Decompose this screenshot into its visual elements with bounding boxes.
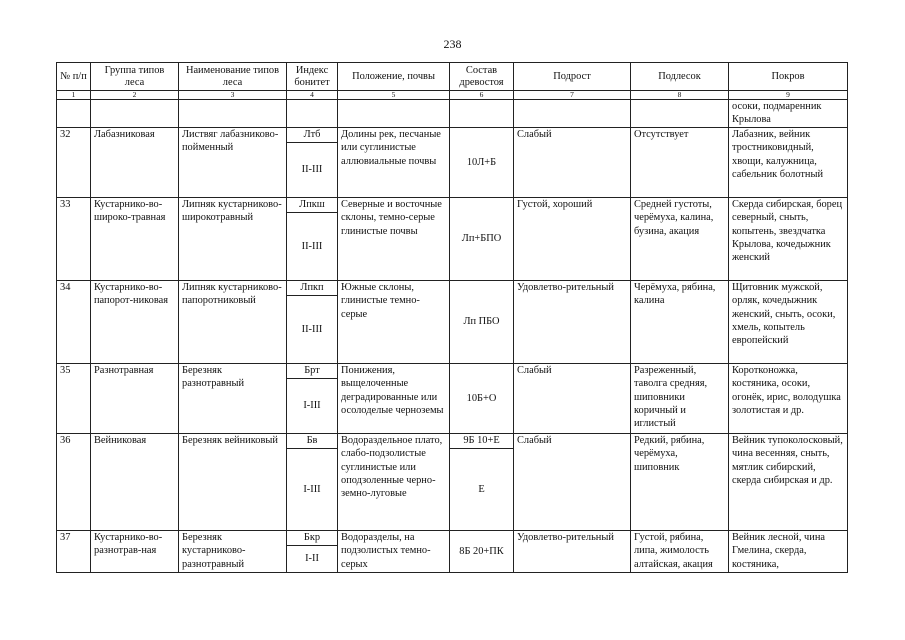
cell-index: Бв	[287, 433, 338, 448]
cell-cover: Щитовник мужской, орляк, кочедыжник женский, сныть, осоки, хмель, копытель европейский	[729, 280, 848, 363]
cell-bonitet: I-III	[287, 378, 338, 433]
cell-group: Кустарнико-во-папорот-никовая	[91, 280, 179, 363]
cell-composition: 10Л+Б	[450, 127, 514, 197]
cell-cover: Лабазник, вейник тростниковидный, хвощи, калужница, сабельник болотный	[729, 127, 848, 197]
cell-index: Лпкп	[287, 280, 338, 295]
cell-undergrowth: Густой, рябина, липа, жимолость алтайская, акация	[631, 530, 729, 572]
cell-position: Северные и восточные склоны, темно-серые глинистые почвы	[338, 197, 450, 280]
table-row	[57, 363, 848, 378]
cell-position: Понижения, выщелоченные деградированные или осолоделые черноземы	[338, 363, 450, 433]
cell-regrowth: Удовлетво-рительный	[514, 530, 631, 572]
table-row	[57, 127, 848, 142]
table-row	[57, 530, 848, 545]
cell-cover: Коротконожка, костяника, осоки, огонёк, ирис, володушка золотистая и др.	[729, 363, 848, 433]
cell-cover: Вейник лесной, чина Гмелина, скерда, костяника,	[729, 530, 848, 572]
continued-row	[57, 100, 848, 128]
column-number-row	[57, 91, 848, 100]
cell-name: Липняк кустарниково-широкотравный	[179, 197, 287, 280]
cell-cover: осоки, подмаренник Крылова	[729, 100, 848, 128]
cell-group: Кустарнико-во-широко-травная	[91, 197, 179, 280]
cell-num: 37	[57, 530, 91, 572]
cell-num: 34	[57, 280, 91, 363]
cell-cover: Скерда сибирская, борец северный, сныть, копытень, звездчатка Крылова, кочедыжник женский	[729, 197, 848, 280]
cell-undergrowth: Редкий, рябина, черёмуха, шиповник	[631, 433, 729, 530]
cell-num: 32	[57, 127, 91, 197]
cell-undergrowth: Отсутствует	[631, 127, 729, 197]
cell-index: Лпкш	[287, 197, 338, 212]
column-number: 2	[91, 91, 179, 100]
header-cover: Покров	[729, 63, 848, 91]
cell-composition: Е	[450, 448, 514, 530]
column-number: 6	[450, 91, 514, 100]
cell-group: Вейниковая	[91, 433, 179, 530]
header-position: Положение, почвы	[338, 63, 450, 91]
cell-name: Липняк кустарниково-папоротниковый	[179, 280, 287, 363]
column-number: 8	[631, 91, 729, 100]
cell-index: Лтб	[287, 127, 338, 142]
cell-group: Лабазниковая	[91, 127, 179, 197]
cell-name: Березняк вейниковый	[179, 433, 287, 530]
cell-regrowth: Слабый	[514, 433, 631, 530]
cell-position: Водораздельное плато, слабо-подзолистые суглинистые или оподзоленные черно-земно-луговые	[338, 433, 450, 530]
column-number: 7	[514, 91, 631, 100]
header-composition: Состав древостоя	[450, 63, 514, 91]
header-index: Индекс бонитет	[287, 63, 338, 91]
cell-name: Березняк разнотравный	[179, 363, 287, 433]
cell-position: Водоразделы, на подзолистых темно-серых	[338, 530, 450, 572]
cell-composition: 8Б 20+ПК	[450, 530, 514, 572]
cell-regrowth: Слабый	[514, 127, 631, 197]
cell-bonitet: I-III	[287, 448, 338, 530]
table-row	[57, 433, 848, 448]
cell-regrowth: Слабый	[514, 363, 631, 433]
cell-regrowth: Густой, хороший	[514, 197, 631, 280]
page-number: 238	[443, 37, 462, 51]
header-num: № п/п	[57, 63, 91, 91]
table-row	[57, 197, 848, 212]
column-number: 9	[729, 91, 848, 100]
cell-index: Бкр	[287, 530, 338, 545]
cell-num: 36	[57, 433, 91, 530]
cell-index: Брт	[287, 363, 338, 378]
cell-composition: Лп ПБО	[450, 280, 514, 363]
cell-bonitet: II-III	[287, 142, 338, 197]
column-number: 4	[287, 91, 338, 100]
cell-name: Березняк кустарниково-разнотравный	[179, 530, 287, 572]
cell-undergrowth: Разреженный, таволга средняя, шиповники коричный и иглистый	[631, 363, 729, 433]
cell-undergrowth: Средней густоты, черёмуха, калина, бузина, акация	[631, 197, 729, 280]
header-regrowth: Подрост	[514, 63, 631, 91]
cell-num: 33	[57, 197, 91, 280]
cell-bonitet: I-II	[287, 545, 338, 572]
cell-undergrowth: Черёмуха, рябина, калина	[631, 280, 729, 363]
cell-regrowth: Удовлетво-рительный	[514, 280, 631, 363]
column-number: 1	[57, 91, 91, 100]
cell-composition-top: 9Б 10+Е	[450, 433, 514, 448]
column-number: 3	[179, 91, 287, 100]
column-number: 5	[338, 91, 450, 100]
cell-num: 35	[57, 363, 91, 433]
header-row	[57, 63, 848, 91]
cell-bonitet: II-III	[287, 212, 338, 280]
forest-types-table	[56, 62, 848, 573]
cell-name: Листвяг лабазниково-пойменный	[179, 127, 287, 197]
cell-group: Разнотравная	[91, 363, 179, 433]
cell-composition: 10Б+О	[450, 363, 514, 433]
header-group: Группа типов леса	[91, 63, 179, 91]
cell-composition: Лп+БПО	[450, 197, 514, 280]
header-name: Наименование типов леса	[179, 63, 287, 91]
table-row	[57, 280, 848, 295]
cell-position: Долины рек, песчаные или суглинистые аллювиальные почвы	[338, 127, 450, 197]
cell-bonitet: II-III	[287, 295, 338, 363]
cell-position: Южные склоны, глинистые темно-серые	[338, 280, 450, 363]
cell-cover: Вейник тупоколосковый, чина весенняя, сныть, мятлик сибирский, скерда сибирская и др.	[729, 433, 848, 530]
cell-group: Кустарнико-во-разнотрав-ная	[91, 530, 179, 572]
header-undergrowth: Подлесок	[631, 63, 729, 91]
